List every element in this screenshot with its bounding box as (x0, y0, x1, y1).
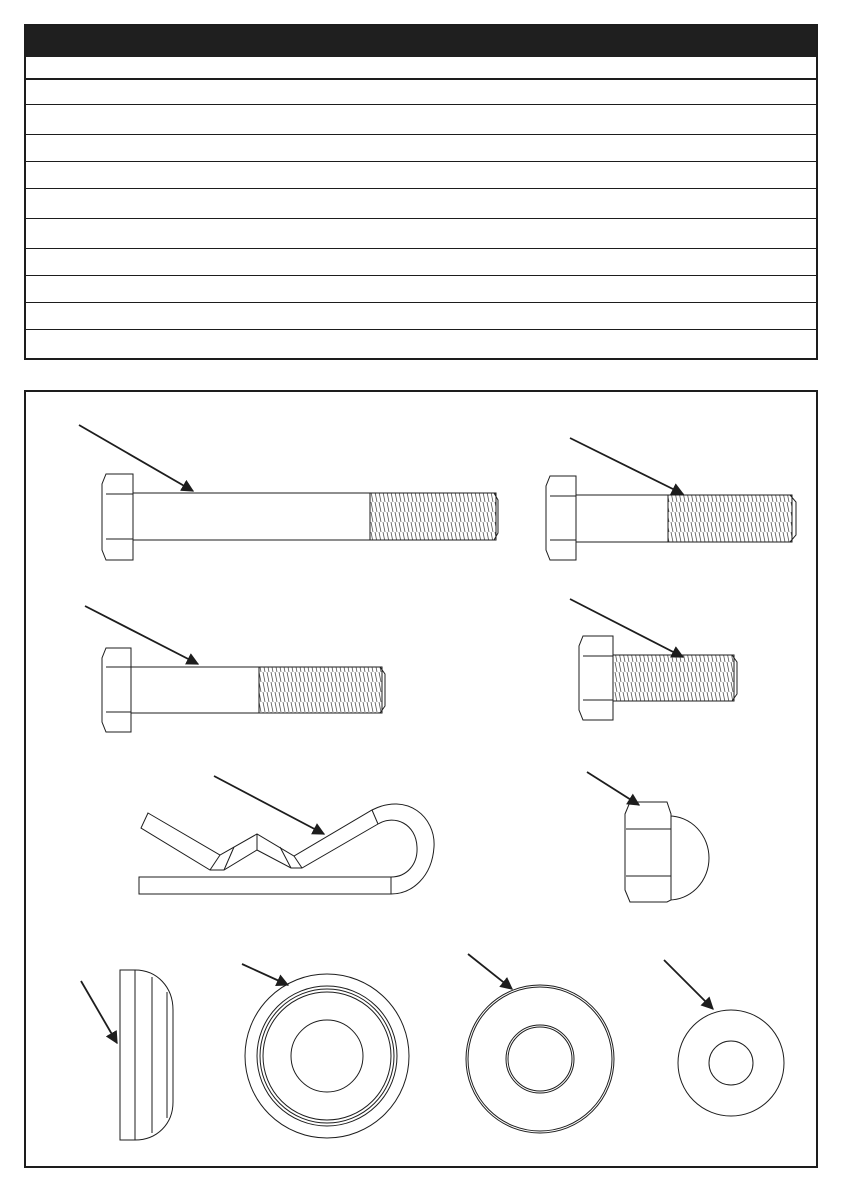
arrow (570, 438, 683, 494)
medium-hex-bolt (102, 648, 385, 732)
table-row (26, 302, 816, 303)
table-row (26, 188, 816, 189)
parts-table-header (26, 26, 816, 57)
table-row (26, 248, 816, 249)
arrow (85, 606, 198, 664)
bearing-cup-side (120, 970, 173, 1140)
arrow (587, 772, 639, 805)
small-hex-bolt (579, 636, 737, 720)
table-row (26, 218, 816, 219)
table-row (26, 329, 816, 330)
arrow (81, 981, 117, 1043)
acorn-nut (625, 802, 709, 902)
long-hex-bolt (102, 474, 498, 560)
arrow (468, 954, 512, 989)
arrow (214, 776, 324, 834)
table-row (26, 78, 816, 80)
arrow (79, 425, 193, 491)
table-row (26, 134, 816, 135)
bearing-cup-front (245, 974, 409, 1138)
table-row (26, 275, 816, 276)
flat-washer-large (466, 985, 614, 1133)
table-row (26, 161, 816, 162)
flat-washer-small (678, 1010, 784, 1116)
arrow (664, 960, 713, 1009)
table-row (26, 104, 816, 105)
parts-table (24, 24, 818, 360)
hitch-pin-clip (139, 804, 434, 894)
hardware-panel (24, 390, 818, 1168)
arrow (242, 964, 288, 985)
hardware-diagram (26, 392, 816, 1166)
